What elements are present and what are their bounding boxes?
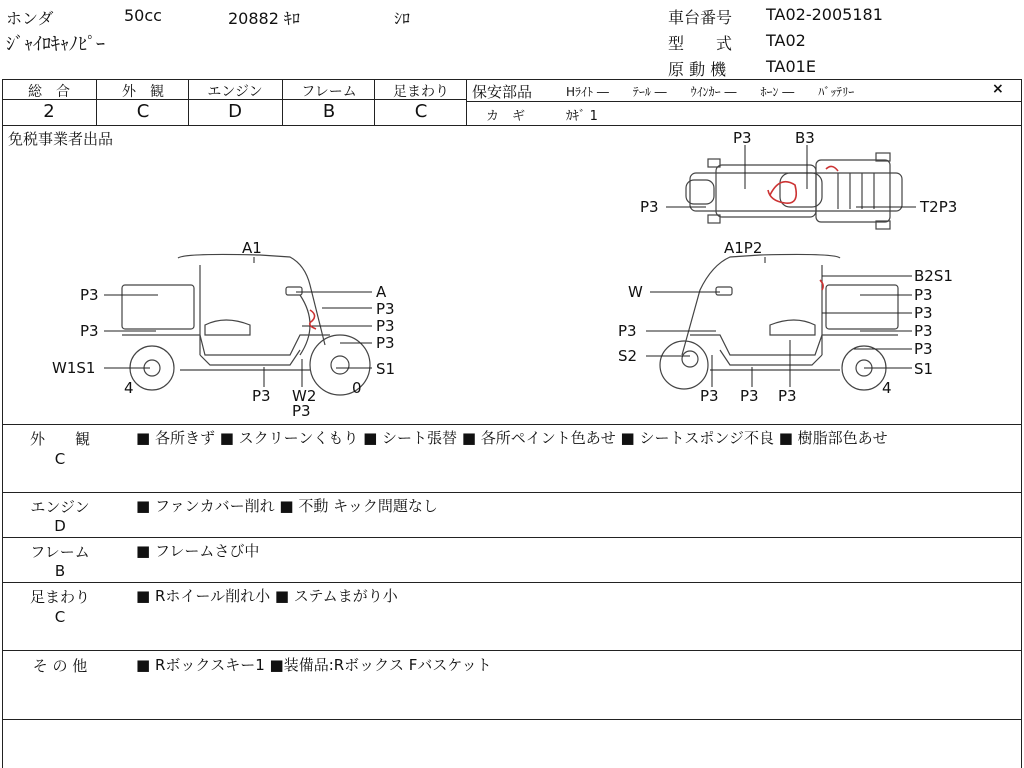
- grade-exterior-value: C: [136, 101, 150, 122]
- note-suspension-grade: C: [54, 608, 66, 626]
- divider: [2, 492, 1022, 493]
- label-b2s1: B2S1: [914, 267, 953, 285]
- divider: [2, 79, 1022, 80]
- label-a: A: [376, 283, 387, 301]
- label-s1-left: S1: [376, 360, 396, 378]
- engine-label: 原 動 機: [668, 60, 727, 79]
- maker: ホンダ: [6, 9, 54, 28]
- left-side-scooter: [122, 254, 370, 395]
- note-frame-title: フレーム: [30, 543, 90, 561]
- tax-note: 免税事業者出品: [8, 130, 114, 148]
- divider: [2, 582, 1022, 583]
- label-4-right: 4: [882, 379, 892, 397]
- label-b3: B3: [795, 129, 815, 147]
- label-a1: A1: [242, 239, 262, 257]
- label-p3-right-1: P3: [914, 286, 933, 304]
- displacement: 50cc: [124, 6, 162, 25]
- mileage: 20882 ｷﾛ: [228, 9, 300, 28]
- note-engine-grade: D: [54, 517, 66, 535]
- label-p3-seat: P3: [80, 322, 99, 340]
- engine-value: TA01E: [766, 57, 816, 76]
- label-w: W: [628, 283, 643, 301]
- battery-mark: ×: [992, 81, 1004, 97]
- label-p3-w2: P3: [292, 402, 311, 420]
- note-suspension-text: ■ Rホイール削れ小 ■ ステムまがり小: [136, 587, 398, 605]
- chassis-label: 車台番号: [668, 8, 733, 27]
- note-engine-title: エンジン: [30, 498, 90, 516]
- grade-suspension-value: C: [414, 101, 428, 122]
- divider: [2, 650, 1022, 651]
- label-p3-right-b3: P3: [778, 387, 797, 405]
- model-name: ｼﾞｬｲﾛｷｬﾉﾋﾟｰ: [6, 34, 105, 55]
- note-frame-text: ■ フレームさび中: [136, 542, 260, 560]
- note-suspension-title: 足まわり: [29, 588, 90, 606]
- label-0: 0: [352, 379, 362, 397]
- top-view-scooter: [686, 153, 902, 229]
- label-p3-top: P3: [733, 129, 752, 147]
- grade-frame-value: B: [322, 101, 336, 122]
- divider: [2, 537, 1022, 538]
- type-label: 型 式: [668, 34, 733, 53]
- chassis-value: TA02-2005181: [766, 5, 883, 24]
- label-p3-r3: P3: [376, 334, 395, 352]
- label-p3-right-left: P3: [618, 322, 637, 340]
- grade-exterior-label: 外 観: [122, 84, 164, 100]
- damage-diagram: [0, 125, 1024, 425]
- right-side-scooter: [660, 254, 898, 390]
- key-value: ｶｷﾞ 1: [566, 109, 598, 124]
- label-a1p2: A1P2: [724, 239, 763, 257]
- divider: [2, 719, 1022, 720]
- note-exterior-grade: C: [54, 450, 66, 468]
- label-p3-r2: P3: [376, 317, 395, 335]
- grade-engine-label: エンジン: [207, 84, 263, 100]
- type-value: TA02: [766, 31, 806, 50]
- label-p3-right-4: P3: [914, 340, 933, 358]
- safety-title: 保安部品: [472, 83, 533, 101]
- grade-total-label: 総 合: [28, 84, 70, 100]
- label-p3-right-b1: P3: [700, 387, 719, 405]
- body-color: ｼﾛ: [394, 9, 411, 28]
- label-p3-right-3: P3: [914, 322, 933, 340]
- label-s1-right: S1: [914, 360, 934, 378]
- label-p3-box: P3: [80, 286, 99, 304]
- note-other-text: ■ Rボックスキー1 ■装備品:Rボックス Fバスケット: [136, 656, 492, 674]
- label-p3-r1: P3: [376, 300, 395, 318]
- divider: [466, 101, 1022, 102]
- safety-items: Hﾗｲﾄ ― ﾃｰﾙ ― ｳｲﾝｶｰ ― ﾎｰﾝ ― ﾊﾞｯﾃﾘｰ: [566, 85, 855, 99]
- label-p3-right-2: P3: [914, 304, 933, 322]
- grade-engine-value: D: [228, 101, 242, 122]
- label-p3-right-b2: P3: [740, 387, 759, 405]
- note-exterior-title: 外 観: [29, 430, 90, 448]
- label-w1s1: W1S1: [52, 359, 96, 377]
- divider: [2, 424, 1022, 425]
- key-label: カ ギ: [486, 109, 526, 124]
- label-s2: S2: [618, 347, 638, 365]
- label-p3-bottom: P3: [252, 387, 271, 405]
- grade-frame-label: フレーム: [301, 84, 357, 100]
- label-w2: W2: [292, 387, 317, 405]
- note-engine-text: ■ ファンカバー削れ ■ 不動 キック問題なし: [136, 497, 438, 515]
- grade-total-value: 2: [43, 101, 55, 122]
- label-4-left: 4: [124, 379, 134, 397]
- grade-suspension-label: 足まわり: [393, 84, 449, 100]
- label-p3-top-left: P3: [640, 198, 659, 216]
- note-frame-grade: B: [54, 562, 66, 580]
- label-t2p3: T2P3: [920, 198, 958, 216]
- note-exterior-text: ■ 各所きず ■ スクリーンくもり ■ シート張替 ■ 各所ペイント色あせ ■ シートスポンジ不良 ■ 樹脂部色あせ: [136, 429, 888, 447]
- note-other-title: そ の 他: [32, 657, 88, 675]
